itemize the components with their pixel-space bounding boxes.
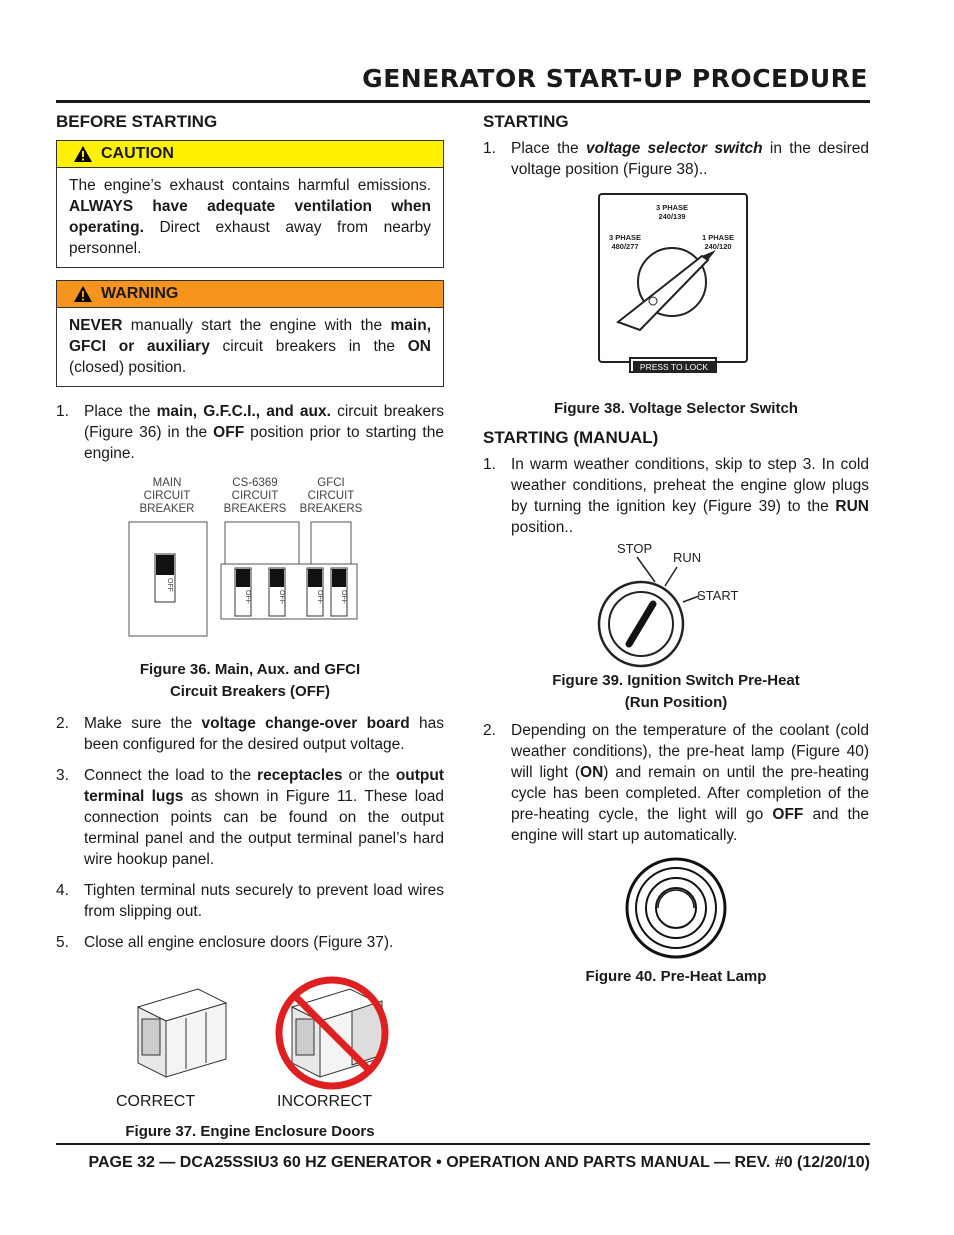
- step-part: In warm weather conditions, skip to step 3. In cold weather conditions, preheat the engine glow plugs by turning the ignition key (Figure 39) to the: [511, 456, 869, 515]
- warning-triangle-icon: [73, 285, 93, 303]
- generator-closed-doors-image: [138, 989, 226, 1077]
- warning-part: circuit breakers in the: [209, 338, 408, 355]
- gfci-breaker-label: GFCI: [317, 477, 345, 489]
- left-column: [56, 112, 444, 1143]
- caution-header: [57, 141, 443, 168]
- step-body: Close all engine enclosure doors (Figure 37).: [84, 934, 394, 951]
- figure-39-caption-line: (Run Position): [624, 694, 728, 711]
- warning-bold: ON: [407, 338, 431, 355]
- step-part: position prior to starting the engine.: [84, 424, 444, 462]
- step-number: 1.: [483, 456, 496, 473]
- starting-manual-steps: [483, 454, 869, 538]
- step-part: as shown in Figure 11. These load connection points can be found on the output terminal panel and the output terminal panel’s hard wire hookup panel.: [84, 788, 444, 868]
- right-column: [483, 112, 869, 988]
- step-number: 2.: [56, 715, 69, 732]
- step-part: circuit breakers (Figure 36) in the: [84, 403, 445, 441]
- footer-rule: [56, 1143, 870, 1145]
- circuit-breakers-figure: [125, 474, 375, 646]
- caution-text-part: The engine’s exhaust contains harmful emissions.: [69, 177, 431, 194]
- step-item: [56, 713, 444, 755]
- cs-breaker-off: OFF: [278, 590, 285, 604]
- cs-breaker-label: CS-6369: [232, 477, 278, 489]
- three-phase-480-label: 480/277: [611, 242, 639, 251]
- incorrect-label: INCORRECT: [277, 1093, 373, 1110]
- caution-text-bold: ALWAYS have adequate ventilation when operating.: [69, 198, 431, 236]
- step-item: [483, 138, 869, 180]
- step-body: [511, 454, 869, 538]
- main-breaker-label: CIRCUIT: [143, 490, 191, 502]
- preheat-lamp-icon: [621, 856, 731, 960]
- warning-header: [57, 281, 443, 308]
- gfci-breaker-off: OFF: [316, 590, 323, 604]
- step-item: [56, 401, 444, 464]
- main-breaker-label: BREAKER: [139, 503, 195, 515]
- figure-36-caption: [56, 659, 444, 703]
- ignition-run-label: RUN: [673, 550, 702, 565]
- step-part: Connect the load to the: [84, 767, 258, 784]
- press-to-lock-label: PRESS TO LOCK: [639, 362, 709, 372]
- step-number: 1.: [56, 403, 69, 420]
- step-item: [56, 932, 444, 953]
- step-number: 5.: [56, 934, 69, 951]
- warning-part: (closed) position.: [69, 359, 187, 376]
- cs-breaker-label: BREAKERS: [223, 503, 287, 515]
- figure-40-caption: Figure 40. Pre-Heat Lamp: [585, 968, 767, 985]
- step-bold: output terminal lugs: [84, 767, 445, 805]
- page-footer: PAGE 32 — DCA25SSIU3 60 HZ GENERATOR • OPERATION AND PARTS MANUAL — REV. #0 (12/20/10): [88, 1154, 870, 1171]
- warning-bold: main, GFCI or auxiliary: [69, 317, 431, 355]
- step-body: [84, 401, 444, 464]
- step-part: Place the: [84, 403, 157, 420]
- caution-label: CAUTION: [101, 145, 174, 162]
- step-body: [511, 138, 869, 180]
- figure-38: [483, 190, 869, 420]
- step-bold: OFF: [213, 424, 245, 441]
- step-part: and the engine will start up automatically.: [511, 806, 869, 844]
- main-breaker-label: MAIN: [152, 477, 182, 489]
- cs-breaker-label: CIRCUIT: [231, 490, 279, 502]
- step-number: 3.: [56, 767, 69, 784]
- step-bold: ON: [580, 764, 604, 781]
- step-part: Depending on the temperature of the coolant (cold weather conditions), the pre-heat lamp (Figure 40) will light (: [511, 722, 869, 781]
- caution-text: [57, 168, 443, 267]
- warning-bold: NEVER: [69, 317, 123, 334]
- step-number: 1.: [483, 140, 496, 157]
- step-part: ) and remain on until the pre-heating cycle has been completed. After completion of the pre-heating cycle, the light will go: [511, 764, 869, 823]
- starting-steps: [483, 138, 869, 180]
- cs-breaker-switch: [269, 568, 285, 616]
- figure-37-caption: Figure 37. Engine Enclosure Doors: [125, 1123, 375, 1140]
- figure-39-caption-line: Figure 39. Ignition Switch Pre-Heat: [552, 672, 800, 689]
- cs-breaker-off: OFF: [244, 590, 251, 604]
- step-part: Make sure the: [84, 715, 202, 732]
- gfci-breaker-switch: [307, 568, 323, 616]
- figure-36: [56, 474, 444, 703]
- step-bold: receptacles: [257, 767, 343, 784]
- step-part: has been configured for the desired output voltage.: [84, 715, 444, 753]
- warning-box: [56, 280, 444, 387]
- warning-text: [57, 308, 443, 386]
- gfci-breaker-label: BREAKERS: [299, 503, 363, 515]
- step-number: 4.: [56, 882, 69, 899]
- warning-label: WARNING: [101, 285, 179, 302]
- step-bold: main, G.F.C.I., and aux.: [156, 403, 331, 420]
- figure-39: [483, 540, 869, 714]
- page-title: GENERATOR START-UP PROCEDURE: [362, 64, 868, 93]
- step-part: Place the: [511, 140, 586, 157]
- ignition-start-label: START: [697, 588, 739, 603]
- one-phase-240-label: 240/120: [704, 242, 732, 251]
- starting-manual-heading: STARTING (MANUAL): [483, 428, 659, 447]
- step-item: [483, 720, 869, 846]
- step-bold: voltage change-over board: [201, 715, 410, 732]
- figure-37: [56, 963, 444, 1133]
- step-number: 2.: [483, 722, 496, 739]
- cs-breaker-switch: [235, 568, 251, 616]
- ignition-stop-label: STOP: [617, 541, 653, 556]
- figure-36-caption-line: Circuit Breakers (OFF): [169, 683, 331, 700]
- warning-triangle-icon: [73, 145, 93, 163]
- gfci-breaker-off: OFF: [340, 590, 347, 604]
- ignition-switch-figure: [571, 540, 781, 670]
- step-item: [483, 454, 869, 538]
- main-breaker-off: OFF: [166, 578, 173, 592]
- step-body: Tighten terminal nuts securely to prevent load wires from slipping out.: [84, 882, 444, 920]
- gfci-breaker-switch: [331, 568, 347, 616]
- step-body: [84, 765, 444, 870]
- voltage-selector-switch-figure: [596, 190, 756, 390]
- three-phase-240-label: 240/139: [658, 212, 686, 221]
- step-item: [56, 765, 444, 870]
- warning-part: manually start the engine with the: [122, 317, 391, 334]
- step-item: [56, 880, 444, 922]
- correct-label: CORRECT: [116, 1093, 196, 1110]
- starting-heading: STARTING: [483, 112, 569, 131]
- starting-manual-steps-cont: [483, 720, 869, 846]
- figure-36-caption-line: Figure 36. Main, Aux. and GFCI: [139, 661, 361, 678]
- three-phase-480-label: 3 PHASE: [608, 233, 642, 242]
- figure-39-caption: [483, 670, 869, 714]
- step-part: in the desired voltage position (Figure 38)..: [511, 140, 869, 178]
- before-starting-heading: BEFORE STARTING: [56, 112, 218, 131]
- step-part: or the: [342, 767, 396, 784]
- caution-text-part: Direct exhaust away from nearby personnel.: [69, 219, 431, 257]
- caution-box: [56, 140, 444, 268]
- figure-38-caption: Figure 38. Voltage Selector Switch: [554, 400, 798, 417]
- step-body: [511, 720, 869, 846]
- three-phase-240-label: 3 PHASE: [655, 203, 689, 212]
- figure-40: [483, 856, 869, 988]
- step-part: position..: [511, 519, 574, 536]
- before-starting-steps: [56, 401, 444, 464]
- one-phase-240-label: 1 PHASE: [701, 233, 735, 242]
- enclosure-doors-figure: [56, 963, 444, 1093]
- header-rule: [56, 100, 870, 103]
- step-body: [84, 713, 444, 755]
- step-bold: OFF: [772, 806, 804, 823]
- gfci-breaker-label: CIRCUIT: [307, 490, 355, 502]
- before-starting-steps-cont: [56, 713, 444, 953]
- step-bold: RUN: [835, 498, 869, 515]
- step-bold-italic: voltage selector switch: [585, 140, 763, 157]
